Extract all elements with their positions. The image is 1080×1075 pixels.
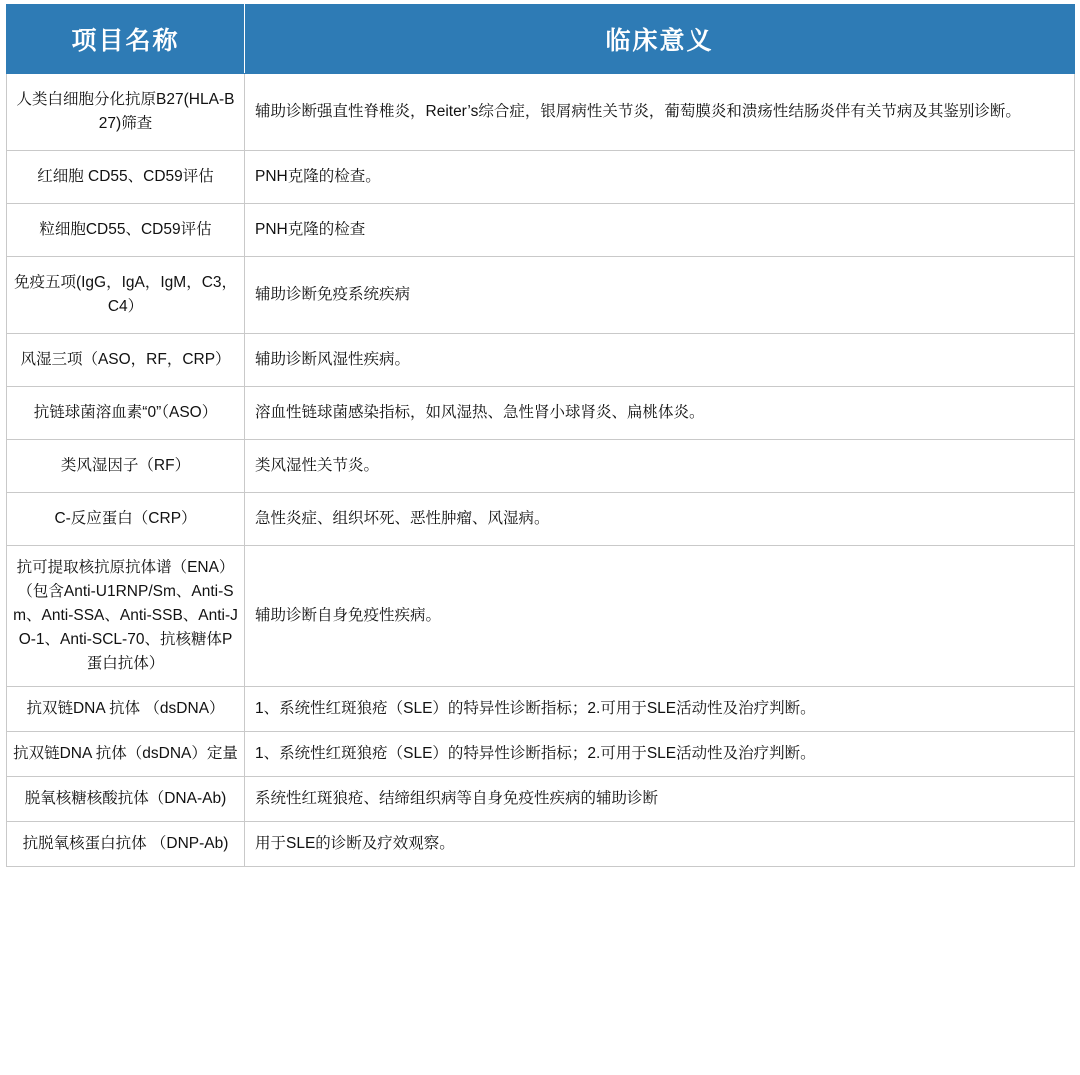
table-row: [7, 387, 1075, 440]
cell-item-name: 抗双链DNA 抗体（dsDNA）定量: [7, 732, 245, 777]
cell-item-name: 抗双链DNA 抗体 （dsDNA）: [7, 687, 245, 732]
table-row: [7, 687, 1075, 732]
cell-clinical-meaning: 1、系统性红斑狼疮（SLE）的特异性诊断指标；2.可用于SLE活动性及治疗判断。: [245, 687, 1075, 732]
cell-clinical-meaning: 系统性红斑狼疮、结缔组织病等自身免疫性疾病的辅助诊断: [245, 777, 1075, 822]
cell-item-name: C-反应蛋白（CRP）: [7, 493, 245, 546]
clinical-items-table: [6, 4, 1075, 867]
table-row: [7, 204, 1075, 257]
table-row: [7, 777, 1075, 822]
table-row: [7, 822, 1075, 867]
column-header-item-name: 项目名称: [7, 5, 245, 74]
cell-item-name: 免疫五项(IgG，IgA，IgM，C3，C4）: [7, 257, 245, 334]
table-row: [7, 74, 1075, 151]
table-row: [7, 440, 1075, 493]
cell-clinical-meaning: 急性炎症、组织坏死、恶性肿瘤、风湿病。: [245, 493, 1075, 546]
cell-clinical-meaning: 辅助诊断风湿性疾病。: [245, 334, 1075, 387]
cell-clinical-meaning: 用于SLE的诊断及疗效观察。: [245, 822, 1075, 867]
cell-item-name: 抗链球菌溶血素“0”（ASO）: [7, 387, 245, 440]
table-row: [7, 257, 1075, 334]
cell-item-name: 类风湿因子（RF）: [7, 440, 245, 493]
cell-item-name: 抗可提取核抗原抗体谱（ENA）（包含Anti-U1RNP/Sm、Anti-Sm、Anti-SSA、Anti-SSB、Anti-JO-1、Anti-SCL-70、抗核糖体P蛋白抗体）: [7, 546, 245, 687]
cell-item-name: 红细胞 CD55、CD59评估: [7, 151, 245, 204]
table-row: [7, 546, 1075, 687]
table-row: [7, 732, 1075, 777]
cell-clinical-meaning: 辅助诊断免疫系统疾病: [245, 257, 1075, 334]
table-header: [7, 5, 1075, 74]
cell-item-name: 脱氧核糖核酸抗体（DNA-Ab): [7, 777, 245, 822]
cell-item-name: 抗脱氧核蛋白抗体 （DNP-Ab): [7, 822, 245, 867]
cell-clinical-meaning: 1、系统性红斑狼疮（SLE）的特异性诊断指标；2.可用于SLE活动性及治疗判断。: [245, 732, 1075, 777]
column-header-clinical-meaning: 临床意义: [245, 5, 1075, 74]
cell-item-name: 风湿三项（ASO，RF，CRP）: [7, 334, 245, 387]
cell-item-name: 粒细胞CD55、CD59评估: [7, 204, 245, 257]
cell-clinical-meaning: PNH克隆的检查。: [245, 151, 1075, 204]
table-row: [7, 493, 1075, 546]
table-body: [7, 74, 1075, 867]
cell-clinical-meaning: 辅助诊断强直性脊椎炎，Reiter’s综合症，银屑病性关节炎，葡萄膜炎和溃疡性结肠炎伴有关节病及其鉴别诊断。: [245, 74, 1075, 151]
cell-clinical-meaning: 溶血性链球菌感染指标，如风湿热、急性肾小球肾炎、扁桃体炎。: [245, 387, 1075, 440]
cell-item-name: 人类白细胞分化抗原B27(HLA-B27)筛查: [7, 74, 245, 151]
cell-clinical-meaning: 类风湿性关节炎。: [245, 440, 1075, 493]
cell-clinical-meaning: 辅助诊断自身免疫性疾病。: [245, 546, 1075, 687]
header-row: [7, 5, 1075, 74]
table-row: [7, 151, 1075, 204]
table-row: [7, 334, 1075, 387]
cell-clinical-meaning: PNH克隆的检查: [245, 204, 1075, 257]
